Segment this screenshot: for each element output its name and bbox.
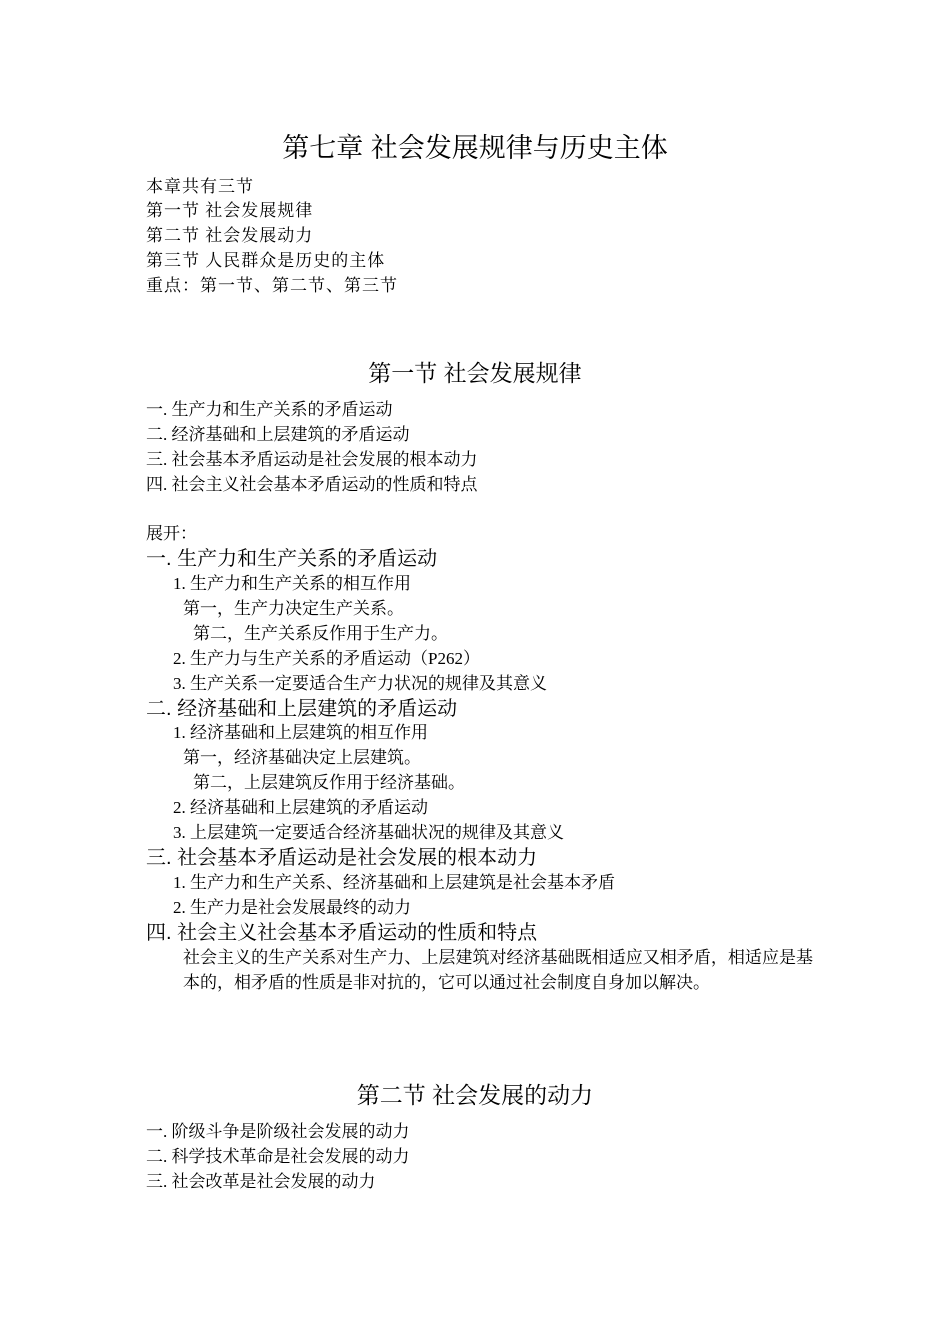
section2-outline-1: 一. 阶级斗争是阶级社会发展的动力 bbox=[146, 1122, 410, 1141]
part2-sub1a: 第一，经济基础决定上层建筑。 bbox=[183, 748, 421, 767]
overview-intro: 本章共有三节 bbox=[146, 177, 254, 196]
part1-sub1a: 第一，生产力决定生产关系。 bbox=[183, 599, 404, 618]
overview-section-3: 第三节 人民群众是历史的主体 bbox=[146, 251, 386, 270]
section1-outline-2: 二. 经济基础和上层建筑的矛盾运动 bbox=[146, 425, 410, 444]
part2-sub2: 2. 经济基础和上层建筑的矛盾运动 bbox=[173, 798, 428, 817]
overview-focus: 重点：第一节、第二节、第三节 bbox=[146, 276, 398, 295]
part4-heading: 四. 社会主义社会基本矛盾运动的性质和特点 bbox=[146, 922, 538, 944]
section2-outline-2: 二. 科学技术革命是社会发展的动力 bbox=[146, 1147, 410, 1166]
part3-heading: 三. 社会基本矛盾运动是社会发展的根本动力 bbox=[146, 847, 538, 869]
part1-heading: 一. 生产力和生产关系的矛盾运动 bbox=[146, 548, 438, 570]
chapter-title: 第七章 社会发展规律与历史主体 bbox=[282, 133, 668, 163]
overview-section-1: 第一节 社会发展规律 bbox=[146, 201, 314, 220]
part1-sub2: 2. 生产力与生产关系的矛盾运动（P262） bbox=[173, 649, 480, 668]
part3-sub2: 2. 生产力是社会发展最终的动力 bbox=[173, 898, 411, 917]
part3-sub1: 1. 生产力和生产关系、经济基础和上层建筑是社会基本矛盾 bbox=[173, 873, 615, 892]
section2-title: 第二节 社会发展的动力 bbox=[356, 1082, 594, 1108]
section1-outline-3: 三. 社会基本矛盾运动是社会发展的根本动力 bbox=[146, 450, 478, 469]
part2-heading: 二. 经济基础和上层建筑的矛盾运动 bbox=[146, 698, 458, 720]
overview-section-2: 第二节 社会发展动力 bbox=[146, 226, 314, 245]
part2-sub1b: 第二，上层建筑反作用于经济基础。 bbox=[193, 773, 465, 792]
section1-title: 第一节 社会发展规律 bbox=[368, 360, 582, 386]
part1-sub1: 1. 生产力和生产关系的相互作用 bbox=[173, 574, 411, 593]
part1-sub3: 3. 生产关系一定要适合生产力状况的规律及其意义 bbox=[173, 674, 547, 693]
section1-outline-1: 一. 生产力和生产关系的矛盾运动 bbox=[146, 400, 393, 419]
section1-outline-4: 四. 社会主义社会基本矛盾运动的性质和特点 bbox=[146, 475, 478, 494]
part2-sub3: 3. 上层建筑一定要适合经济基础状况的规律及其意义 bbox=[173, 823, 564, 842]
section2-outline-3: 三. 社会改革是社会发展的动力 bbox=[146, 1172, 376, 1191]
part2-sub1: 1. 经济基础和上层建筑的相互作用 bbox=[173, 723, 428, 742]
part4-paragraph: 社会主义的生产关系对生产力、上层建筑对经济基础既相适应又相矛盾，相适应是基本的，相矛盾的性质是非对抗的，它可以通过社会制度自身加以解决。 bbox=[183, 948, 813, 992]
part1-sub1b: 第二，生产关系反作用于生产力。 bbox=[193, 624, 448, 643]
expand-label: 展开： bbox=[146, 524, 197, 543]
